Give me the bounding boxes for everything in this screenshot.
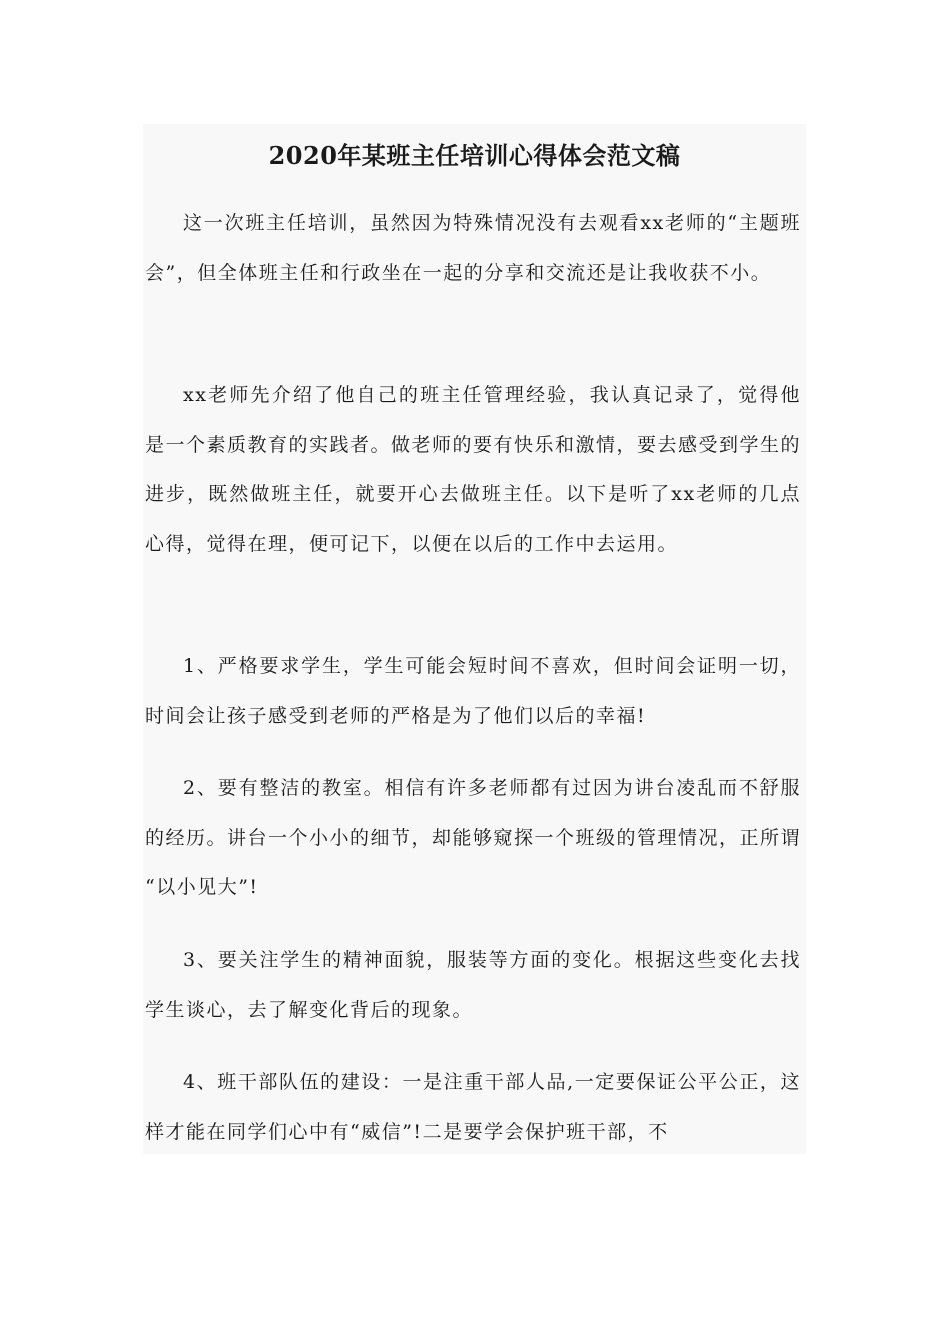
paragraph-1: 这一次班主任培训，虽然因为特殊情况没有去观看xx老师的“主题班会”，但全体班主任和行政坐在一起的分享和交流还是让我收获不小。 [145, 212, 801, 284]
document-title: 2020年某班主任培训心得体会范文稿 [268, 141, 681, 170]
paragraph-6: 4、班干部队伍的建设：一是注重干部人品,一定要保证公平公正，这样才能在同学们心中有“威信”!二是要学会保护班干部，不 [145, 1071, 801, 1143]
document-page [143, 124, 806, 1154]
paragraph-5: 3、要关注学生的精神面貌，服装等方面的变化。根据这些变化去找学生谈心，去了解变化背后的现象。 [145, 949, 801, 1021]
paragraph-2: xx老师先介绍了他自己的班主任管理经验，我认真记录了，觉得他是一个素质教育的实践者。做老师的要有快乐和激情，要去感受到学生的进步，既然做班主任，就要开心去做班主任。以下是听了xx老师的几点心得，觉得在理，便可记下，以便在以后的工作中去运用。 [145, 384, 802, 555]
paragraph-3: 1、严格要求学生，学生可能会短时间不喜欢，但时间会证明一切，时间会让孩子感受到老师的严格是为了他们以后的幸福! [145, 655, 801, 727]
paragraph-4: 2、要有整洁的教室。相信有许多老师都有过因为讲台凌乱而不舒服的经历。讲台一个小小的细节，却能够窥探一个班级的管理情况，正所谓 “以小见大”! [145, 777, 802, 898]
